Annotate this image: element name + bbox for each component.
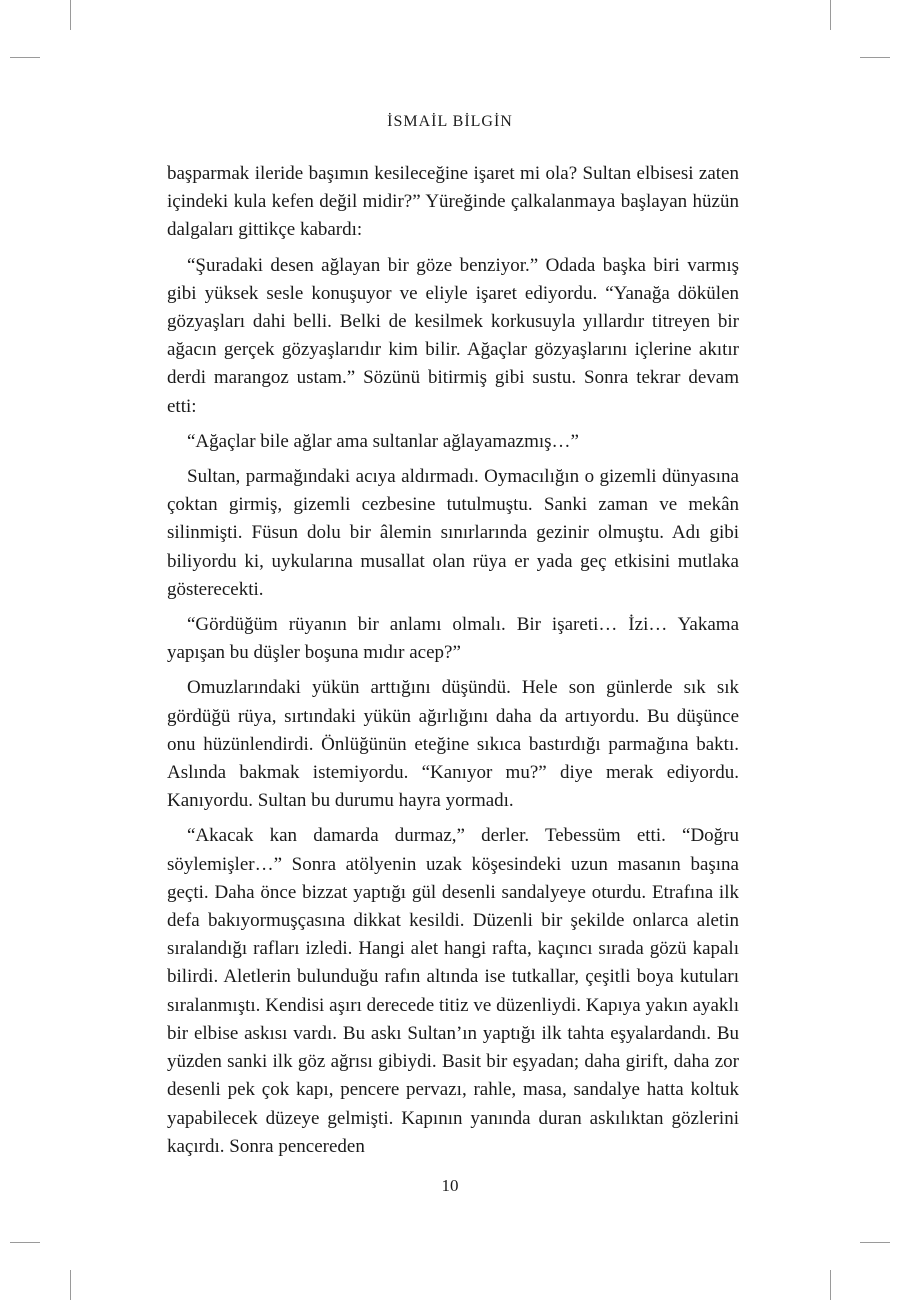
paragraph: Omuzlarındaki yükün arttığını düşündü. Hele son günlerde sık sık gördüğü rüya, sırtındaki yükün ağırlığını daha da artıyordu. Bu düşünce onu hüzünlendirdi. Önlüğünün eteğine sıkıca bastırdığı parmağına baktı. Aslında bakmak istemiyordu. “Kanıyor mu?” diye merak ediyordu. Kanıyordu. Sultan bu durumu hayra yormadı.: [167, 677, 739, 812]
paragraph: “Akacak kan damarda durmaz,” derler. Tebessüm etti. “Doğru söylemişler…” Sonra atölyenin uzak köşesindeki uzun masanın başına geçti. Daha önce bizzat yaptığı gül desenli sandalyeye oturdu. Etrafına ilk defa bakıyormuşçasına dikkat kesildi. Düzenli bir şekilde onlarca aletin sıralandığı rafları izledi. Hangi alet hangi rafta, kaçıncı sırada gözü kapalı bilirdi. Aletlerin bulunduğu rafın altında ise tutkallar, çeşitli boya kutuları sıralanmıştı. Kendisi aşırı derecede titiz ve düzenliydi. Kapıya yakın ayaklı bir elbise askısı vardı. Bu askı Sultan’ın yaptığı ilk tahta eşyalardandı. Bu yüzden sanki ilk göz ağrısı gibiydi. Basit bir eşyadan; daha girift, daha zor desenli pek çok kapı, pencere pervazı, rahle, masa, sandalye hatta koltuk yapabilecek düzeye gelmişti. Kapının yanında duran askılıktan gözlerini kaçırdı. Sonra pencereden: [167, 825, 739, 1157]
page-number: 10: [441, 1176, 459, 1195]
paragraph: “Şuradaki desen ağlayan bir göze benziyor.” Odada başka biri varmış gibi yüksek sesle konuşuyor ve eliyle işaret ediyordu. “Yanağa dökülen gözyaşları dahi belli. Belki de kesilmek korkusuyla yıllardır titreyen bir ağacın gerçek gözyaşlarıdır kim bilir. Ağaçlar gözyaşlarını içlerine akıtır derdi marangoz ustam.” Sözünü bitirmiş gibi sustu. Sonra tekrar devam etti:: [167, 254, 739, 417]
paragraph: Sultan, parmağındaki acıya aldırmadı. Oymacılığın o gizemli dünyasına çoktan girmiş, gizemli cezbesine tutulmuştu. Sanki zaman ve mekân silinmişti. Füsun dolu bir âlemin sınırlarında gezinir olmuştu. Adı gibi biliyordu ki, uykularına musallat olan rüya er yada geç etkisini mutlaka gösterecekti.: [167, 466, 739, 600]
crop-mark-top-left: [70, 0, 71, 30]
crop-mark-left-bottom: [10, 1242, 40, 1243]
crop-mark-right-top: [860, 57, 890, 58]
paragraph: “Ağaçlar bile ağlar ama sultanlar ağlayamazmış…”: [187, 430, 579, 452]
crop-mark-left-top: [10, 57, 40, 58]
crop-mark-right-bottom: [860, 1242, 890, 1243]
paragraph: “Gördüğüm rüyanın bir anlamı olmalı. Bir işareti… İzi… Yakama yapışan bu düşler boşuna mıdır acep?”: [167, 614, 739, 664]
running-header: İSMAİL BİLGİN: [387, 113, 513, 130]
body-text: [167, 160, 739, 1168]
crop-mark-bottom-right: [830, 1270, 831, 1300]
crop-mark-bottom-left: [70, 1270, 71, 1300]
paragraph: başparmak ileride başımın kesileceğine işaret mi ola? Sultan elbisesi zaten içindeki kula kefen değil midir?” Yüreğinde çalkalanmaya başlayan hüzün dalgaları gittikçe kabardı:: [167, 163, 739, 241]
crop-mark-top-right: [830, 0, 831, 30]
